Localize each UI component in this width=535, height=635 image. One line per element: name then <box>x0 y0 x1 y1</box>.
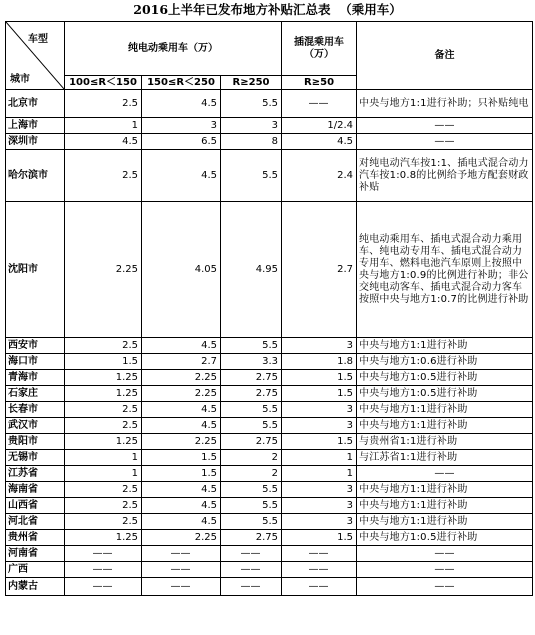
value-cell: 2.5 <box>65 150 142 202</box>
value-cell: 1.8 <box>282 354 357 370</box>
value-cell: —— <box>282 546 357 562</box>
value-cell: 3.3 <box>221 354 282 370</box>
value-cell: 5.5 <box>221 338 282 354</box>
value-cell: 4.5 <box>282 134 357 150</box>
value-cell: 1.25 <box>65 434 142 450</box>
table-title: 2016上半年已发布地方补贴汇总表 （乘用车） <box>133 2 402 17</box>
remark-cell: 中央与地方1:1进行补助 <box>357 418 533 434</box>
city-cell: 北京市 <box>6 90 65 118</box>
remark-cell: 中央与地方1:0.5进行补助 <box>357 530 533 546</box>
value-cell: 2.5 <box>65 482 142 498</box>
value-cell: 2.75 <box>221 530 282 546</box>
value-cell: —— <box>65 562 142 578</box>
table-row <box>6 338 533 354</box>
value-cell: 5.5 <box>221 90 282 118</box>
value-cell: 5.5 <box>221 402 282 418</box>
subsidy-table <box>5 21 533 596</box>
city-cell: 河北省 <box>6 514 65 530</box>
table-row <box>6 466 533 482</box>
city-cell: 深圳市 <box>6 134 65 150</box>
corner-label-model: 车型 <box>28 34 48 45</box>
value-cell: 5.5 <box>221 514 282 530</box>
value-cell: 2.4 <box>282 150 357 202</box>
value-cell: 1.5 <box>142 450 221 466</box>
remark-cell: —— <box>357 134 533 150</box>
remark-cell: 与贵州省1:1进行补助 <box>357 434 533 450</box>
table-row <box>6 562 533 578</box>
value-cell: 1.5 <box>282 386 357 402</box>
range-header-3: R≥250 <box>221 76 282 90</box>
value-cell: 3 <box>282 498 357 514</box>
value-cell: 1 <box>65 450 142 466</box>
remark-cell: —— <box>357 578 533 596</box>
table-row <box>6 118 533 134</box>
table-row <box>6 482 533 498</box>
value-cell: 1/2.4 <box>282 118 357 134</box>
value-cell: 4.5 <box>142 90 221 118</box>
phev-header-line1: 插混乘用车 <box>294 36 345 48</box>
city-cell: 山西省 <box>6 498 65 514</box>
value-cell: 1.25 <box>65 530 142 546</box>
city-cell: 上海市 <box>6 118 65 134</box>
value-cell: 4.5 <box>142 514 221 530</box>
value-cell: 5.5 <box>221 482 282 498</box>
remark-cell: 中央与地方1:1进行补助 <box>357 482 533 498</box>
table-row <box>6 402 533 418</box>
value-cell: —— <box>221 562 282 578</box>
value-cell: 2.25 <box>142 434 221 450</box>
value-cell: 2.75 <box>221 434 282 450</box>
table-row <box>6 386 533 402</box>
phev-group-header <box>282 22 357 76</box>
city-cell: 海南省 <box>6 482 65 498</box>
value-cell: 4.5 <box>142 482 221 498</box>
value-cell: 4.5 <box>142 418 221 434</box>
city-cell: 石家庄 <box>6 386 65 402</box>
value-cell: —— <box>282 90 357 118</box>
phev-header-line2: （万） <box>304 48 335 60</box>
table-row <box>6 450 533 466</box>
value-cell: 4.5 <box>65 134 142 150</box>
table-row <box>6 150 533 202</box>
value-cell: 4.5 <box>142 338 221 354</box>
value-cell: 6.5 <box>142 134 221 150</box>
remark-cell: 中央与地方1:1进行补助 <box>357 514 533 530</box>
city-cell: 武汉市 <box>6 418 65 434</box>
city-cell: 贵州省 <box>6 530 65 546</box>
value-cell: 2.5 <box>65 402 142 418</box>
city-cell: 河南省 <box>6 546 65 562</box>
table-row <box>6 370 533 386</box>
value-cell: 2.25 <box>142 386 221 402</box>
header-row-1 <box>6 22 533 76</box>
remark-cell: —— <box>357 118 533 134</box>
value-cell: 2.5 <box>65 418 142 434</box>
remark-cell: 中央与地方1:0.5进行补助 <box>357 370 533 386</box>
value-cell: —— <box>65 578 142 596</box>
table-row <box>6 530 533 546</box>
value-cell: 2.5 <box>65 514 142 530</box>
corner-cell <box>6 22 65 90</box>
value-cell: —— <box>221 546 282 562</box>
remark-cell: —— <box>357 562 533 578</box>
value-cell: 1.25 <box>65 370 142 386</box>
value-cell: 4.5 <box>142 498 221 514</box>
table-row <box>6 134 533 150</box>
remark-cell: 与江苏省1:1进行补助 <box>357 450 533 466</box>
city-cell: 青海市 <box>6 370 65 386</box>
city-cell: 西安市 <box>6 338 65 354</box>
value-cell: 3 <box>282 514 357 530</box>
value-cell: 2.7 <box>142 354 221 370</box>
remark-cell: 中央与地方1:1进行补助 <box>357 338 533 354</box>
value-cell: 8 <box>221 134 282 150</box>
value-cell: 1 <box>65 466 142 482</box>
value-cell: 1.5 <box>142 466 221 482</box>
table-row <box>6 514 533 530</box>
value-cell: 2.75 <box>221 386 282 402</box>
remark-cell: 中央与地方1:0.6进行补助 <box>357 354 533 370</box>
city-cell: 沈阳市 <box>6 202 65 338</box>
remarks-header: 备注 <box>357 22 533 90</box>
value-cell: —— <box>282 578 357 596</box>
table-row <box>6 546 533 562</box>
city-cell: 海口市 <box>6 354 65 370</box>
value-cell: —— <box>282 562 357 578</box>
city-cell: 江苏省 <box>6 466 65 482</box>
remark-cell: 中央与地方1:1进行补助；只补贴纯电 <box>357 90 533 118</box>
remark-cell: —— <box>357 466 533 482</box>
value-cell: 2.25 <box>65 202 142 338</box>
city-cell: 无锡市 <box>6 450 65 466</box>
table-row <box>6 354 533 370</box>
value-cell: 3 <box>282 338 357 354</box>
value-cell: 3 <box>282 482 357 498</box>
city-cell: 哈尔滨市 <box>6 150 65 202</box>
value-cell: 3 <box>282 402 357 418</box>
table-row <box>6 498 533 514</box>
value-cell: 5.5 <box>221 498 282 514</box>
value-cell: 1 <box>282 466 357 482</box>
value-cell: 4.95 <box>221 202 282 338</box>
value-cell: 3 <box>142 118 221 134</box>
value-cell: 3 <box>221 118 282 134</box>
value-cell: 4.5 <box>142 402 221 418</box>
value-cell: 2.25 <box>142 530 221 546</box>
value-cell: 2.5 <box>65 498 142 514</box>
table-row <box>6 578 533 596</box>
value-cell: 5.5 <box>221 418 282 434</box>
value-cell: 2.5 <box>65 338 142 354</box>
value-cell: —— <box>221 578 282 596</box>
value-cell: 1.5 <box>65 354 142 370</box>
value-cell: 2 <box>221 466 282 482</box>
range-header-1: 100≤R＜150 <box>65 76 142 90</box>
remark-cell: 中央与地方1:0.5进行补助 <box>357 386 533 402</box>
value-cell: 1 <box>282 450 357 466</box>
remark-cell: 中央与地方1:1进行补助 <box>357 498 533 514</box>
range-header-2: 150≤R＜250 <box>142 76 221 90</box>
table-row <box>6 418 533 434</box>
value-cell: 1.5 <box>282 530 357 546</box>
remark-cell: 中央与地方1:1进行补助 <box>357 402 533 418</box>
table-row <box>6 90 533 118</box>
value-cell: 2.25 <box>142 370 221 386</box>
city-cell: 长春市 <box>6 402 65 418</box>
value-cell: —— <box>142 578 221 596</box>
value-cell: 4.05 <box>142 202 221 338</box>
value-cell: 3 <box>282 418 357 434</box>
table-row <box>6 202 533 338</box>
corner-label-city: 城市 <box>10 74 30 85</box>
value-cell: 4.5 <box>142 150 221 202</box>
range-header-4: R≥50 <box>282 76 357 90</box>
city-cell: 内蒙古 <box>6 578 65 596</box>
value-cell: 1.5 <box>282 370 357 386</box>
value-cell: 2 <box>221 450 282 466</box>
city-cell: 贵阳市 <box>6 434 65 450</box>
value-cell: —— <box>65 546 142 562</box>
table-row <box>6 434 533 450</box>
value-cell: —— <box>142 562 221 578</box>
value-cell: —— <box>142 546 221 562</box>
value-cell: 2.7 <box>282 202 357 338</box>
bev-group-header: 纯电动乘用车（万） <box>65 22 282 76</box>
remark-cell: —— <box>357 546 533 562</box>
value-cell: 1 <box>65 118 142 134</box>
city-cell: 广西 <box>6 562 65 578</box>
value-cell: 2.75 <box>221 370 282 386</box>
value-cell: 5.5 <box>221 150 282 202</box>
value-cell: 1.25 <box>65 386 142 402</box>
value-cell: 2.5 <box>65 90 142 118</box>
value-cell: 1.5 <box>282 434 357 450</box>
remark-cell: 纯电动乘用车、插电式混合动力乘用车、纯电动专用车、插电式混合动力专用车、燃料电池汽车原则上按照中央与地方1:0.9的比例进行补助；非公交纯电动客车、插电式混合动力客车按照中央与地方1:0.7的比例进行补助 <box>357 202 533 338</box>
remark-cell: 对纯电动汽车按1:1、插电式混合动力汽车按1:0.8的比例给予地方配套财政补贴 <box>357 150 533 202</box>
